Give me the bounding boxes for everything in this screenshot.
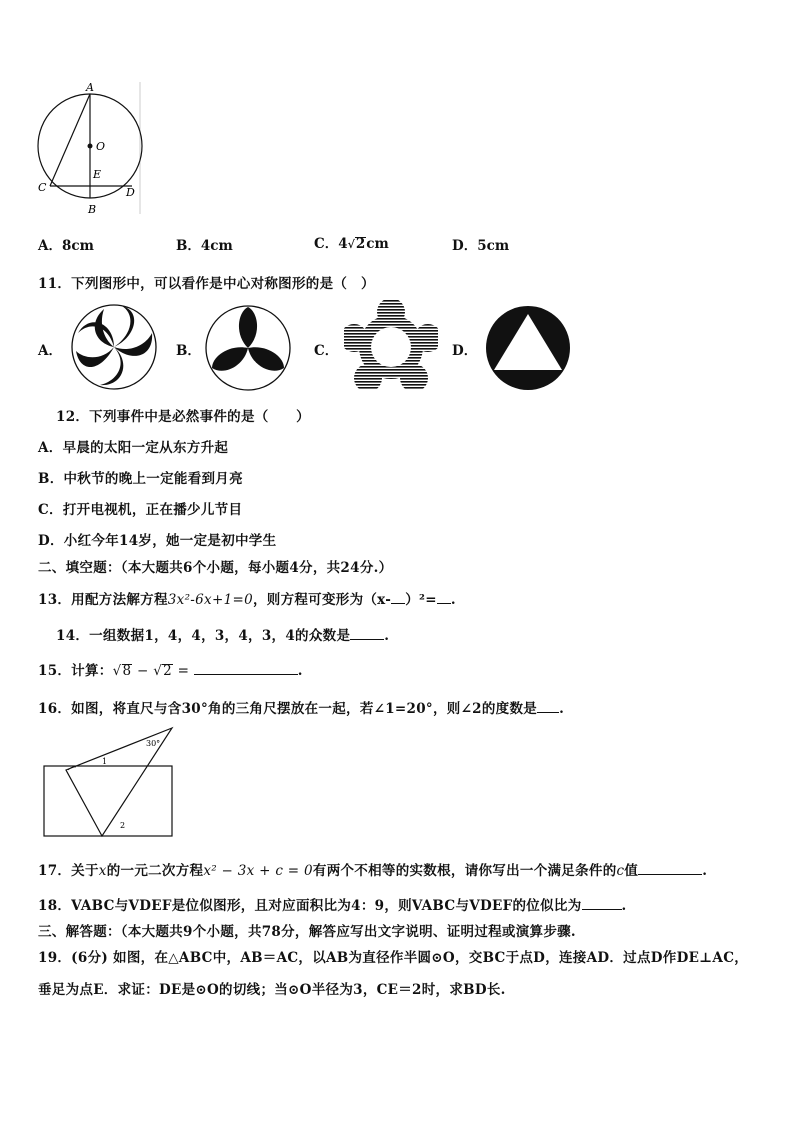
q15-radicand-1: 8 bbox=[122, 663, 132, 679]
q14 bbox=[56, 624, 389, 644]
q17-x: x bbox=[98, 863, 107, 879]
q17-mid2: 有两个不相等的实数根，请你写出一个满足条件的 bbox=[312, 863, 617, 879]
q17-blank[interactable] bbox=[638, 862, 702, 875]
q10-option-d: D．5cm bbox=[452, 238, 510, 254]
q15: 15．计算：√8 − √2 = . bbox=[38, 663, 303, 679]
q12-option-b: B．中秋节的晚上一定能看到月亮 bbox=[38, 471, 243, 487]
label-d: D bbox=[126, 186, 135, 199]
three-petal-figure bbox=[204, 304, 292, 392]
q13-prefix: 13．用配方法解方程 bbox=[38, 592, 168, 608]
striped-flower-figure bbox=[344, 300, 438, 390]
q13-equation: 3x²-6x+1=0 bbox=[167, 592, 253, 608]
q10-option-c-suffix: cm bbox=[366, 236, 389, 252]
q17-tail: 值 bbox=[624, 863, 639, 879]
q12-option-c: C．打开电视机，正在播少儿节目 bbox=[38, 502, 243, 518]
q15-blank[interactable] bbox=[194, 662, 298, 675]
q12-option-d: D．小红今年14岁，她一定是初中学生 bbox=[38, 533, 277, 549]
angle-1-label: 1 bbox=[102, 757, 108, 766]
q19-line-1: 19．(6分) 如图，在△ABC中，AB＝AC，以AB为直径作半圆⊙O，交BC于点D，连接AD．过点D作DE⊥AC， bbox=[38, 950, 749, 966]
q15-end: . bbox=[297, 663, 303, 679]
label-c: C bbox=[38, 181, 47, 194]
q15-equals: = bbox=[172, 663, 194, 679]
angle-30-label: 30° bbox=[146, 739, 161, 748]
q17 bbox=[38, 859, 707, 879]
q15-radicand-2: 2 bbox=[163, 663, 172, 679]
q16-text: 16．如图，将直尺与含30°角的三角尺摆放在一起，若∠1=20°，则∠2的度数是 bbox=[38, 701, 538, 717]
q13-blank-1[interactable] bbox=[391, 591, 405, 604]
q17-prefix: 17．关于 bbox=[38, 863, 99, 879]
q10-option-c-prefix: C．4 bbox=[314, 236, 348, 252]
angle-2-label: 2 bbox=[120, 821, 126, 830]
q15-prefix: 15．计算： bbox=[38, 663, 113, 679]
q16-end: . bbox=[559, 701, 565, 717]
q10-option-b: B．4cm bbox=[176, 238, 233, 254]
yin-yang-three-figure bbox=[70, 303, 158, 391]
section-3-heading: 三、解答题：（本大题共9个小题，共78分，解答应写出文字说明、证明过程或演算步骤. bbox=[38, 924, 576, 940]
q18-text: 18．VABC与VDEF是位似图形，且对应面积比为4：9，则VABC与VDEF的位似比为 bbox=[38, 898, 582, 914]
q17-equation: x² − 3x + c = 0 bbox=[203, 863, 313, 879]
q17-end: . bbox=[702, 863, 708, 879]
q13-blank-2[interactable] bbox=[437, 591, 451, 604]
q17-mid: 的一元二次方程 bbox=[106, 863, 204, 879]
q18-blank[interactable] bbox=[582, 897, 622, 910]
q10-option-c: C．4√2cm bbox=[314, 236, 389, 252]
q16-blank[interactable] bbox=[537, 700, 559, 713]
q18-end: . bbox=[621, 898, 627, 914]
label-b: B bbox=[88, 203, 97, 216]
q10-option-a: A．8cm bbox=[38, 238, 94, 254]
section-2-heading: 二、填空题：（本大题共6个小题，每小题4分，共24分.） bbox=[38, 560, 393, 576]
q11-label-a: A． bbox=[38, 343, 62, 359]
q11-label-d: D． bbox=[452, 343, 478, 359]
q10-option-c-radicand: 2 bbox=[355, 236, 366, 252]
q19-line-2: 垂足为点E．求证：DE是⊙O的切线；当⊙O半径为3，CE＝2时，求BD长. bbox=[38, 982, 506, 998]
q12-option-a: A．早晨的太阳一定从东方升起 bbox=[38, 440, 229, 456]
q18 bbox=[38, 894, 627, 914]
triangle-in-circle-figure bbox=[484, 304, 572, 392]
q12-stem: 12．下列事件中是必然事件的是（ ） bbox=[56, 409, 310, 425]
q14-blank[interactable] bbox=[350, 627, 384, 640]
q13 bbox=[38, 588, 456, 608]
label-e: E bbox=[93, 168, 102, 181]
q11-stem: 11．下列图形中，可以看作是中心对称图形的是（ ） bbox=[38, 276, 375, 292]
label-o: O bbox=[96, 140, 106, 153]
q15-minus: − bbox=[132, 663, 154, 679]
q13-end: . bbox=[450, 592, 456, 608]
q16 bbox=[38, 697, 564, 717]
q17-c: c bbox=[616, 863, 625, 879]
q13-mid: ，则方程可变形为（x- bbox=[252, 592, 392, 608]
q11-label-b: B． bbox=[176, 343, 201, 359]
q11-label-c: C． bbox=[314, 343, 339, 359]
circle-figure-q10 bbox=[30, 78, 145, 220]
q13-tail: ）²= bbox=[405, 592, 437, 608]
q14-text: 14．一组数据1，4，4，3，4，3，4的众数是 bbox=[56, 628, 351, 644]
q14-end: . bbox=[384, 628, 390, 644]
ruler-triangle-figure-q16 bbox=[38, 722, 178, 840]
label-a: A bbox=[86, 81, 94, 94]
